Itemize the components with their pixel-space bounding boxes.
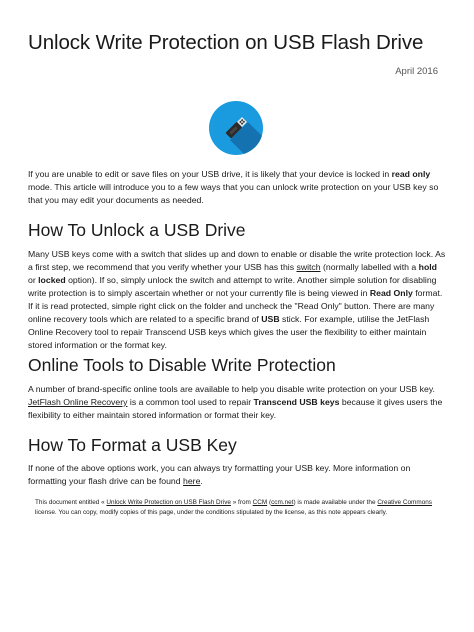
footer-text-2: » from — [230, 499, 253, 506]
unlock-bold-usb: USB — [261, 314, 280, 324]
intro-text-1: If you are unable to edit or save files on your USB drive, it is likely that your device is locked in — [28, 169, 392, 179]
unlock-text-6: stick. For example, utilise the JetFlash Online Recovery tool to repair Transcend USB keys which gives the user the flexibility to either maintain stored information or the format key. — [28, 314, 430, 350]
footer-ccm-link[interactable]: CCM — [252, 499, 268, 506]
unlock-bold-locked: locked — [38, 275, 66, 285]
format-text-1: If none of the above options work, you can always try formatting your USB key. More information on formatting your flash drive can be found — [28, 463, 411, 486]
jetflash-recovery-link[interactable]: JetFlash Online Recovery — [28, 397, 128, 407]
switch-link[interactable]: switch — [296, 262, 321, 272]
tools-bold-transcend: Transcend USB keys — [253, 397, 340, 407]
footer-text-5: license. You can copy, modify copies of this page, under the conditions stipulated by the license, as this note appears clearly. — [35, 508, 388, 516]
footer-creative-commons-link[interactable]: Creative Commons — [377, 499, 433, 506]
intro-paragraph — [28, 168, 446, 207]
footer-text-1: This document entitled « — [35, 499, 107, 506]
footer-text-4: ) is made available under the — [293, 499, 378, 506]
publish-date: April 2016 — [395, 66, 438, 77]
usb-logo-svg — [208, 100, 264, 156]
tools-text-3: because it gives users the flexibility to either maintain stored information or format their key. — [28, 397, 443, 420]
license-footer — [35, 498, 445, 517]
tools-text-2: is a common tool used to repair — [127, 397, 254, 407]
unlock-text-1: Many USB keys come with a switch that slides up and down to enable or disable the write protection lock. As a first step, we recommend that you verify whether your USB has this — [28, 249, 446, 272]
intro-text-2: mode. This article will introduce you to a few ways that you can unlock write protection on your USB key so that you may edit your documents as needed. — [28, 182, 439, 205]
here-link[interactable]: here — [183, 476, 201, 486]
unlock-bold-hold: hold — [418, 262, 437, 272]
intro-bold-read-only: read only — [391, 169, 431, 179]
footer-text-3: ( — [267, 499, 272, 506]
format-paragraph — [28, 462, 446, 488]
section-heading-unlock: How To Unlock a USB Drive — [28, 220, 246, 240]
unlock-text-5: format. If it is read protected, simple right click on the folder and uncheck the "Read Only" button. There are many online recovery tools which are related to a specific brand of — [28, 288, 443, 324]
footer-ccm-net-link[interactable]: ccm.net — [271, 499, 294, 506]
section-heading-online-tools: Online Tools to Disable Write Protection — [28, 355, 336, 375]
tools-text-1: A number of brand-specific online tools are available to help you disable write protection on your USB key. — [28, 384, 435, 394]
unlock-bold-read-only: Read Only — [369, 288, 413, 298]
unlock-text-3: or — [28, 275, 39, 285]
format-text-2: . — [200, 476, 203, 486]
usb-flash-drive-icon — [208, 100, 264, 156]
section-heading-format: How To Format a USB Key — [28, 435, 237, 455]
unlock-text-2: (normally labelled with a — [320, 262, 419, 272]
page-title: Unlock Write Protection on USB Flash Drive — [28, 31, 424, 54]
online-tools-paragraph — [28, 383, 446, 422]
unlock-paragraph — [28, 248, 446, 352]
unlock-text-4: option). If so, simply unlock the switch and attempt to write. Another simple solution for disabling write protection is to simply ascertain whether or not your currently file is being viewed in — [28, 275, 437, 298]
footer-article-link[interactable]: Unlock Write Protection on USB Flash Drive — [106, 499, 231, 506]
